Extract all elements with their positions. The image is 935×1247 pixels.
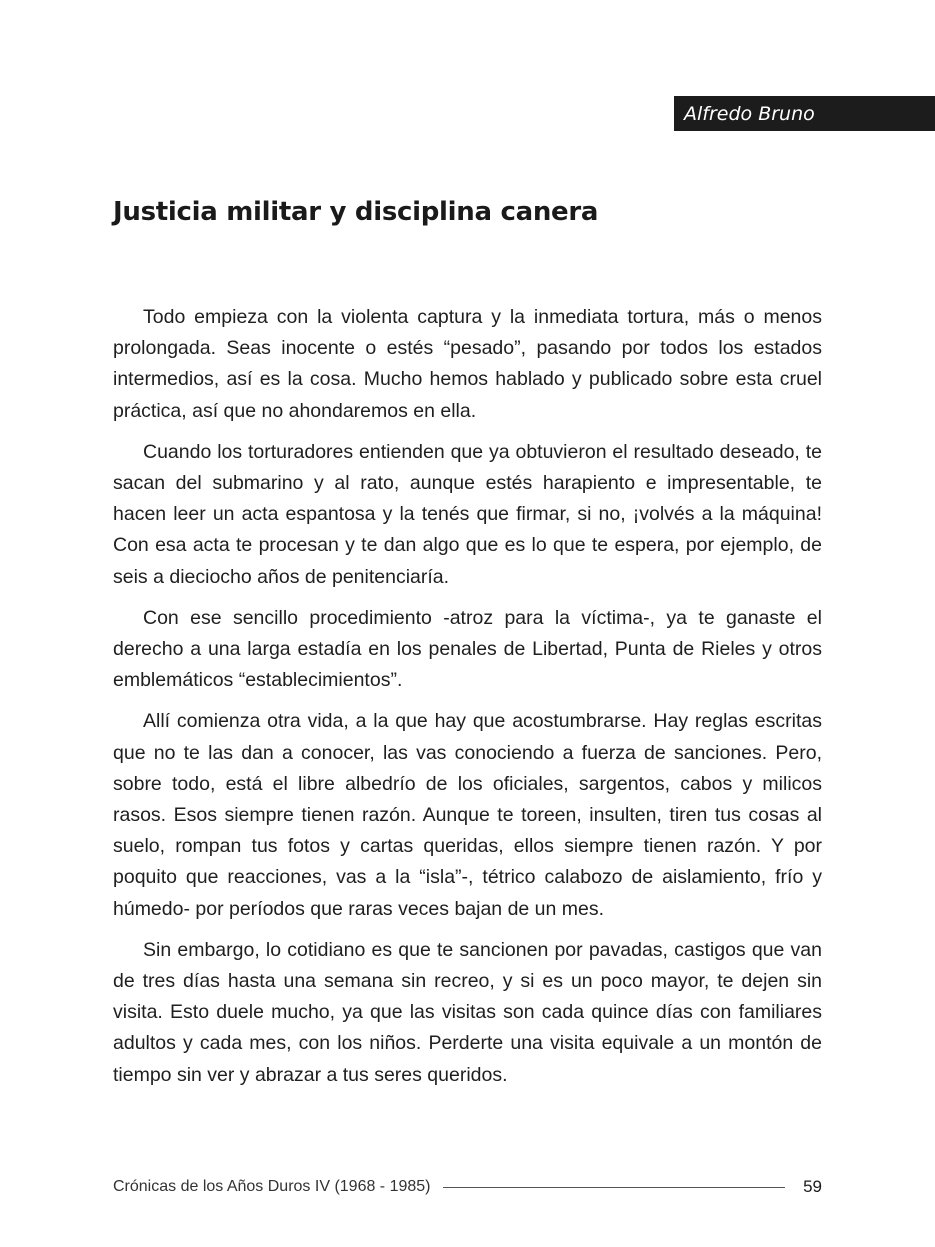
footer-book-title: Crónicas de los Años Duros IV (1968 - 1985) [113,1178,431,1195]
body-text [113,302,822,1101]
page-number: 59 [803,1177,822,1196]
chapter-title: Justicia militar y disciplina canera [113,197,599,227]
footer-divider [443,1187,786,1188]
paragraph: Con ese sencillo procedimiento -atroz para la víctima-, ya te ganaste el derecho a una larga estadía en los penales de Libertad, Punta de Rieles y otros emblemáticos “establecimientos”. [113,606,822,692]
page-footer [113,1174,822,1200]
author-name: Alfredo Bruno [684,102,815,125]
paragraph: Allí comienza otra vida, a la que hay que acostumbrarse. Hay reglas escritas que no te las dan a conocer, las vas conociendo a fuerza de sanciones. Pero, sobre todo, está el libre albedrío de los oficiales, sargentos, cabos y milicos rasos. Esos siempre tienen razón. Aunque te toreen, insulten, tiren tus cosas al suelo, rompan tus fotos y cartas queridas, ellos siempre tienen razón. Y por poquito que reacciones, vas a la “isla”-, tétrico calabozo de aislamiento, frío y húmedo- por períodos que raras veces bajan de un mes. [113,710,822,920]
paragraph: Cuando los torturadores entienden que ya obtuvieron el resultado deseado, te sacan del submarino y al rato, aunque estés harapiento e impresentable, te hacen leer un acta espantosa y la tenés que firmar, si no, ¡volvés a la máquina! Con esa acta te procesan y te dan algo que es lo que te espera, por ejemplo, de seis a dieciocho años de penitenciaría. [113,440,822,588]
paragraph: Todo empieza con la violenta captura y la inmediata tortura, más o menos prolongada. Seas inocente o estés “pesado”, pasando por todos los estados intermedios, así es la cosa. Mucho hemos hablado y publicado sobre esta cruel práctica, así que no ahondaremos en ella. [113,306,822,422]
paragraph: Sin embargo, lo cotidiano es que te sancionen por pavadas, castigos que van de tres días hasta una semana sin recreo, y si es un poco mayor, te dejen sin visita. Esto duele mucho, ya que las visitas son cada quince días con familiares adultos y cada mes, con los niños. Perderte una visita equivale a un montón de tiempo sin ver y abrazar a tus seres queridos. [113,938,822,1086]
author-banner [674,96,935,131]
